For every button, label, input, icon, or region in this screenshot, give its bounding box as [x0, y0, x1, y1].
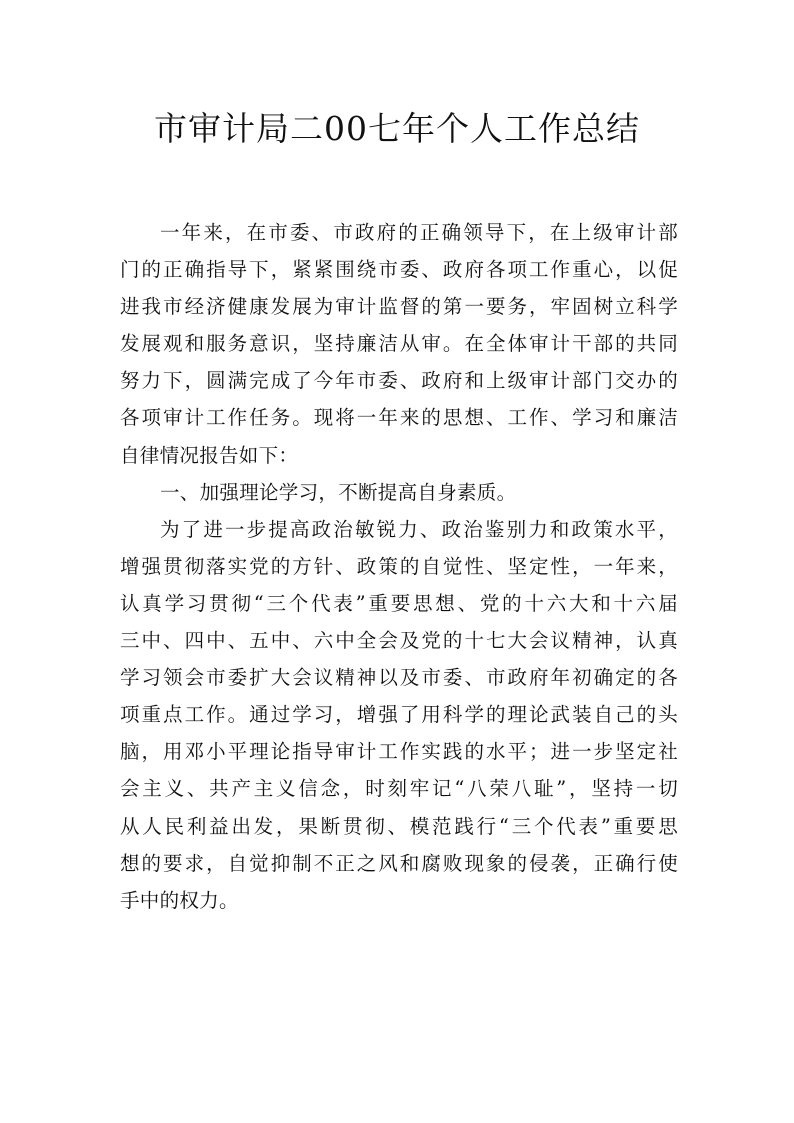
document-title: 市审计局二00七年个人工作总结: [154, 109, 640, 148]
body-text-line: 门的正确指导下，紧紧围绕市委、政府各项工作重心，以促: [120, 258, 678, 282]
body-text-line: 学习领会市委扩大会议精神以及市委、市政府年初确定的各: [120, 666, 678, 690]
body-text-line: 脑，用邓小平理论指导审计工作实践的水平；进一步坚定社: [120, 740, 678, 764]
body-text-line: 进我市经济健康发展为审计监督的第一要务，牢固树立科学: [120, 295, 678, 319]
body-text-line: 会主义、共产主义信念，时刻牢记“八荣八耻”，坚持一切: [120, 777, 678, 801]
body-text-line: 各项审计工作任务。现将一年来的思想、工作、学习和廉洁: [120, 406, 678, 430]
body-text-line: 为了进一步提高政治敏锐力、政治鉴别力和政策水平，: [160, 517, 678, 541]
body-text-line: 发展观和服务意识，坚持廉洁从审。在全体审计干部的共同: [120, 332, 678, 356]
body-text-line: 从人民利益出发，果断贯彻、模范践行“三个代表”重要思: [120, 814, 678, 838]
body-text-line: 想的要求，自觉抑制不正之风和腐败现象的侵袭，正确行使: [120, 851, 678, 875]
body-text-line: 三中、四中、五中、六中全会及党的十七大会议精神，认真: [120, 629, 678, 653]
body-text-line: 一、加强理论学习，不断提高自身素质。: [160, 480, 517, 504]
document-body: [120, 214, 678, 919]
body-text-line: 项重点工作。通过学习，增强了用科学的理论武装自己的头: [120, 703, 678, 727]
body-text-line: 手中的权力。: [120, 888, 239, 912]
body-text-line: 努力下，圆满完成了今年市委、政府和上级审计部门交办的: [120, 369, 678, 393]
body-text-line: 增强贯彻落实党的方针、政策的自觉性、坚定性，一年来，: [120, 554, 678, 578]
body-text-line: 自律情况报告如下：: [120, 443, 299, 467]
body-text-line: 一年来，在市委、市政府的正确领导下，在上级审计部: [160, 221, 678, 244]
body-text-line: 认真学习贯彻“三个代表”重要思想、党的十六大和十六届: [120, 591, 678, 615]
